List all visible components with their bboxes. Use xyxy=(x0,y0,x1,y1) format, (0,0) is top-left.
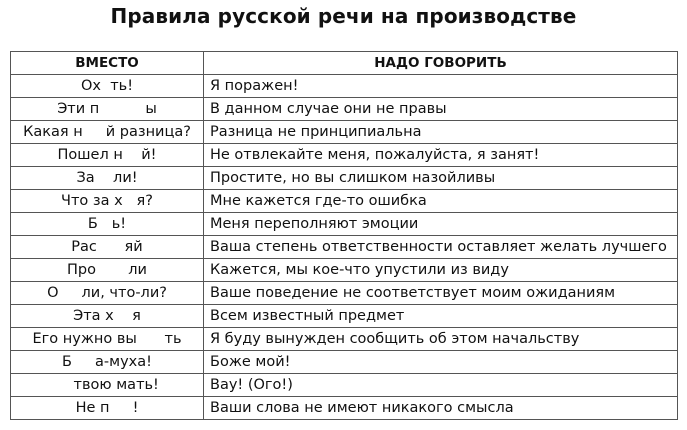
table-row xyxy=(11,259,678,282)
table-row xyxy=(11,167,678,190)
should-say-cell: Кажется, мы кое-что упустили из виду xyxy=(204,259,678,282)
table-row xyxy=(11,397,678,420)
table-row xyxy=(11,236,678,259)
instead-cell: Про ли xyxy=(11,259,204,282)
table-header-row xyxy=(11,52,678,75)
table-row xyxy=(11,190,678,213)
table-row xyxy=(11,213,678,236)
instead-cell: Эта х я xyxy=(11,305,204,328)
instead-cell: Пошел н й! xyxy=(11,144,204,167)
should-say-cell: Ваша степень ответственности оставляет желать лучшего xyxy=(204,236,678,259)
should-say-cell: Ваше поведение не соответствует моим ожиданиям xyxy=(204,282,678,305)
should-say-cell: Я буду вынужден сообщить об этом начальству xyxy=(204,328,678,351)
table-row xyxy=(11,374,678,397)
should-say-cell: Вау! (Ого!) xyxy=(204,374,678,397)
should-say-cell: Ваши слова не имеют никакого смысла xyxy=(204,397,678,420)
instead-cell: Б а-муха! xyxy=(11,351,204,374)
table-row xyxy=(11,328,678,351)
table-row xyxy=(11,98,678,121)
instead-cell: Что за х я? xyxy=(11,190,204,213)
instead-cell: Его нужно вы ть xyxy=(11,328,204,351)
should-say-cell: Всем известный предмет xyxy=(204,305,678,328)
should-say-cell: В данном случае они не правы xyxy=(204,98,678,121)
should-say-cell: Я поражен! xyxy=(204,75,678,98)
instead-cell: Не п ! xyxy=(11,397,204,420)
should-say-cell: Мне кажется где-то ошибка xyxy=(204,190,678,213)
should-say-cell: Разница не принципиальна xyxy=(204,121,678,144)
table-row xyxy=(11,305,678,328)
column-header-instead: ВМЕСТО xyxy=(11,52,204,75)
table-row xyxy=(11,282,678,305)
instead-cell: Эти п ы xyxy=(11,98,204,121)
column-header-should-say: НАДО ГОВОРИТЬ xyxy=(204,52,678,75)
instead-cell: Б ь! xyxy=(11,213,204,236)
table-row xyxy=(11,121,678,144)
should-say-cell: Меня переполняют эмоции xyxy=(204,213,678,236)
instead-cell: Рас яй xyxy=(11,236,204,259)
instead-cell: Ох ть! xyxy=(11,75,204,98)
phrase-table xyxy=(10,51,678,420)
table-row xyxy=(11,75,678,98)
should-say-cell: Простите, но вы слишком назойливы xyxy=(204,167,678,190)
table-row xyxy=(11,351,678,374)
should-say-cell: Не отвлекайте меня, пожалуйста, я занят! xyxy=(204,144,678,167)
table-row xyxy=(11,144,678,167)
instead-cell: За ли! xyxy=(11,167,204,190)
instead-cell: Какая н й разница? xyxy=(11,121,204,144)
instead-cell: О ли, что-ли? xyxy=(11,282,204,305)
instead-cell: твою мать! xyxy=(11,374,204,397)
should-say-cell: Боже мой! xyxy=(204,351,678,374)
page-title: Правила русской речи на производстве xyxy=(110,4,577,28)
